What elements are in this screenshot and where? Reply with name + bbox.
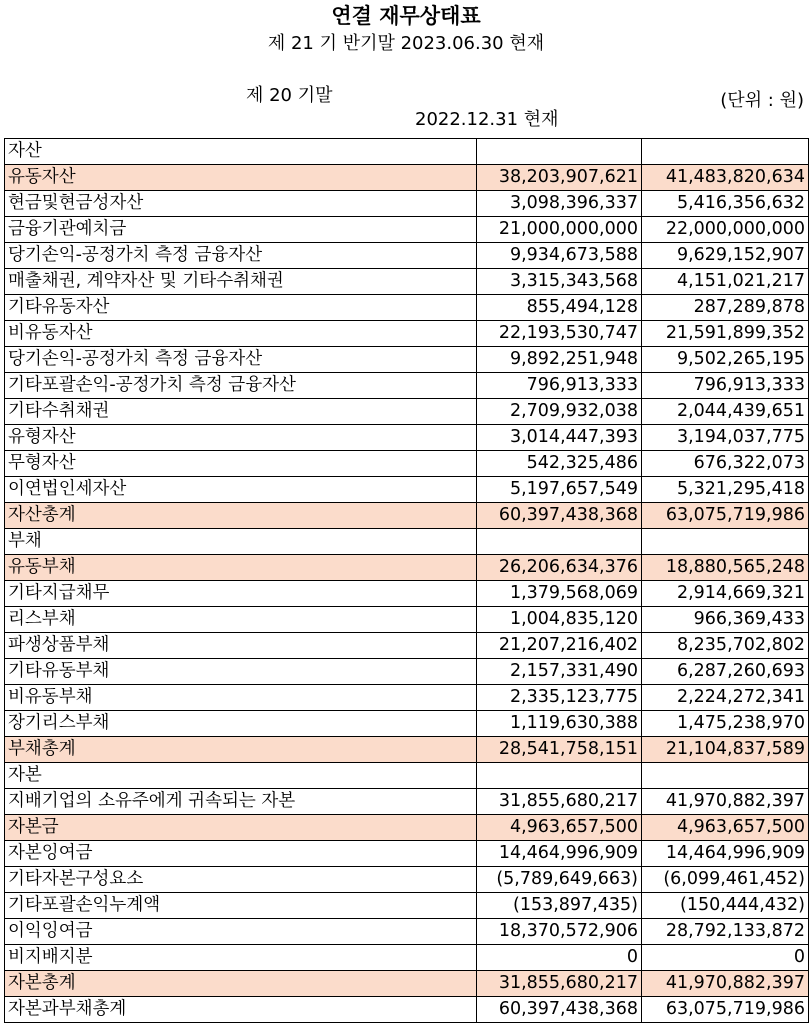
account-name: 유동부채 <box>5 555 477 581</box>
table-row <box>5 451 809 477</box>
table-row <box>5 269 809 295</box>
previous-period-amount: 28,792,133,872 <box>642 919 809 945</box>
account-name: 이연법인세자산 <box>5 477 477 503</box>
current-period-amount: (153,897,435) <box>477 893 642 919</box>
previous-period-amount: (150,444,432) <box>642 893 809 919</box>
current-period-amount: 855,494,128 <box>477 295 642 321</box>
table-row <box>5 321 809 347</box>
previous-period-amount: 966,369,433 <box>642 607 809 633</box>
account-name: 기타유동자산 <box>5 295 477 321</box>
current-period-amount: 1,119,630,388 <box>477 711 642 737</box>
current-period-amount: 31,855,680,217 <box>477 789 642 815</box>
account-name: 자산총계 <box>5 503 477 529</box>
previous-period-label: 제 20 기말 <box>246 85 333 106</box>
previous-period-amount: 676,322,073 <box>642 451 809 477</box>
previous-period-amount: 287,289,878 <box>642 295 809 321</box>
balance-sheet-body <box>5 139 809 1023</box>
previous-period-amount: 41,970,882,397 <box>642 789 809 815</box>
account-name: 자본잉여금 <box>5 841 477 867</box>
account-name: 당기손익-공정가치 측정 금융자산 <box>5 347 477 373</box>
previous-period-amount: 9,629,152,907 <box>642 243 809 269</box>
previous-period <box>0 60 559 132</box>
current-period-amount: (5,789,649,663) <box>477 867 642 893</box>
current-period-amount: 3,014,447,393 <box>477 425 642 451</box>
previous-period-amount: 18,880,565,248 <box>642 555 809 581</box>
previous-period-amount: 2,224,272,341 <box>642 685 809 711</box>
table-row <box>5 685 809 711</box>
account-name: 현금및현금성자산 <box>5 191 477 217</box>
previous-period-amount: 4,963,657,500 <box>642 815 809 841</box>
account-name: 당기손익-공정가치 측정 금융자산 <box>5 243 477 269</box>
table-row <box>5 997 809 1023</box>
account-name: 자본 <box>5 763 477 789</box>
account-name: 기타유동부채 <box>5 659 477 685</box>
previous-period-amount: 5,321,295,418 <box>642 477 809 503</box>
table-row <box>5 555 809 581</box>
table-row <box>5 503 809 529</box>
previous-period-amount: 21,104,837,589 <box>642 737 809 763</box>
previous-period-amount: 63,075,719,986 <box>642 997 809 1023</box>
account-name: 기타자본구성요소 <box>5 867 477 893</box>
previous-period-amount: 5,416,356,632 <box>642 191 809 217</box>
table-row <box>5 815 809 841</box>
account-name: 유형자산 <box>5 425 477 451</box>
previous-period-amount: 9,502,265,195 <box>642 347 809 373</box>
current-period-amount: 542,325,486 <box>477 451 642 477</box>
current-period-amount: 0 <box>477 945 642 971</box>
account-name: 무형자산 <box>5 451 477 477</box>
table-row <box>5 867 809 893</box>
statement-title: 연결 재무상태표 <box>331 4 481 28</box>
previous-period-amount <box>642 763 809 789</box>
account-name: 부채 <box>5 529 477 555</box>
account-name: 비유동부채 <box>5 685 477 711</box>
previous-period-amount: 2,914,669,321 <box>642 581 809 607</box>
account-name: 장기리스부채 <box>5 711 477 737</box>
current-period-amount: 3,315,343,568 <box>477 269 642 295</box>
account-name: 기타수취채권 <box>5 399 477 425</box>
previous-period-amount <box>642 139 809 165</box>
current-period-amount: 1,379,568,069 <box>477 581 642 607</box>
table-row <box>5 971 809 997</box>
current-period-amount: 4,963,657,500 <box>477 815 642 841</box>
account-name: 이익잉여금 <box>5 919 477 945</box>
previous-period-amount: 8,235,702,802 <box>642 633 809 659</box>
current-period-amount: 3,098,396,337 <box>477 191 642 217</box>
current-period-amount <box>477 529 642 555</box>
account-name: 자본금 <box>5 815 477 841</box>
table-row <box>5 217 809 243</box>
current-period-amount: 21,000,000,000 <box>477 217 642 243</box>
account-name: 기타포괄손익누계액 <box>5 893 477 919</box>
account-name: 유동자산 <box>5 165 477 191</box>
table-row <box>5 633 809 659</box>
account-name: 자산 <box>5 139 477 165</box>
previous-period-amount <box>642 529 809 555</box>
current-period-amount: 2,709,932,038 <box>477 399 642 425</box>
current-period-amount: 31,855,680,217 <box>477 971 642 997</box>
previous-period-amount: 3,194,037,775 <box>642 425 809 451</box>
table-row <box>5 425 809 451</box>
table-row <box>5 191 809 217</box>
current-period-amount: 21,207,216,402 <box>477 633 642 659</box>
account-name: 자본과부채총계 <box>5 997 477 1023</box>
table-row <box>5 737 809 763</box>
account-name: 파생상품부채 <box>5 633 477 659</box>
previous-period-amount: 4,151,021,217 <box>642 269 809 295</box>
table-row <box>5 399 809 425</box>
account-name: 매출채권, 계약자산 및 기타수취채권 <box>5 269 477 295</box>
table-row <box>5 945 809 971</box>
balance-sheet-table <box>4 138 809 1023</box>
previous-period-amount: 2,044,439,651 <box>642 399 809 425</box>
unit-label: (단위 : 원) <box>720 90 804 111</box>
table-row <box>5 841 809 867</box>
previous-period-amount: 0 <box>642 945 809 971</box>
current-period-amount: 38,203,907,621 <box>477 165 642 191</box>
previous-period-date: 2022.12.31 현재 <box>415 109 559 130</box>
previous-period-amount: 1,475,238,970 <box>642 711 809 737</box>
table-row <box>5 139 809 165</box>
previous-period-amount: 63,075,719,986 <box>642 503 809 529</box>
table-row <box>5 659 809 685</box>
current-period-amount: 1,004,835,120 <box>477 607 642 633</box>
current-period-amount: 60,397,438,368 <box>477 997 642 1023</box>
table-row <box>5 477 809 503</box>
current-period-amount: 2,157,331,490 <box>477 659 642 685</box>
previous-period-amount: (6,099,461,452) <box>642 867 809 893</box>
account-name: 기타지급채무 <box>5 581 477 607</box>
previous-period-amount: 796,913,333 <box>642 373 809 399</box>
current-period: 제 21 기 반기말 2023.06.30 현재 <box>267 33 545 54</box>
account-name: 비유동자산 <box>5 321 477 347</box>
current-period-amount: 9,934,673,588 <box>477 243 642 269</box>
account-name: 금융기관예치금 <box>5 217 477 243</box>
account-name: 지배기업의 소유주에게 귀속되는 자본 <box>5 789 477 815</box>
previous-period-amount: 14,464,996,909 <box>642 841 809 867</box>
previous-period-amount: 6,287,260,693 <box>642 659 809 685</box>
table-row <box>5 529 809 555</box>
previous-period-amount: 22,000,000,000 <box>642 217 809 243</box>
current-period-amount <box>477 763 642 789</box>
table-row <box>5 919 809 945</box>
current-period-amount: 28,541,758,151 <box>477 737 642 763</box>
table-row <box>5 295 809 321</box>
table-row <box>5 581 809 607</box>
current-period-amount: 9,892,251,948 <box>477 347 642 373</box>
account-name: 기타포괄손익-공정가치 측정 금융자산 <box>5 373 477 399</box>
current-period-amount: 26,206,634,376 <box>477 555 642 581</box>
previous-period-amount: 41,483,820,634 <box>642 165 809 191</box>
current-period-amount: 14,464,996,909 <box>477 841 642 867</box>
table-row <box>5 763 809 789</box>
table-row <box>5 373 809 399</box>
account-name: 부채총계 <box>5 737 477 763</box>
table-row <box>5 347 809 373</box>
table-row <box>5 607 809 633</box>
current-period-amount: 22,193,530,747 <box>477 321 642 347</box>
table-row <box>5 165 809 191</box>
table-row <box>5 789 809 815</box>
table-row <box>5 893 809 919</box>
current-period-amount: 5,197,657,549 <box>477 477 642 503</box>
current-period-amount: 796,913,333 <box>477 373 642 399</box>
previous-period-amount: 41,970,882,397 <box>642 971 809 997</box>
account-name: 자본총계 <box>5 971 477 997</box>
previous-period-amount: 21,591,899,352 <box>642 321 809 347</box>
current-period-amount <box>477 139 642 165</box>
current-period-amount: 2,335,123,775 <box>477 685 642 711</box>
account-name: 비지배지분 <box>5 945 477 971</box>
table-row <box>5 243 809 269</box>
table-row <box>5 711 809 737</box>
current-period-amount: 18,370,572,906 <box>477 919 642 945</box>
account-name: 리스부채 <box>5 607 477 633</box>
current-period-amount: 60,397,438,368 <box>477 503 642 529</box>
